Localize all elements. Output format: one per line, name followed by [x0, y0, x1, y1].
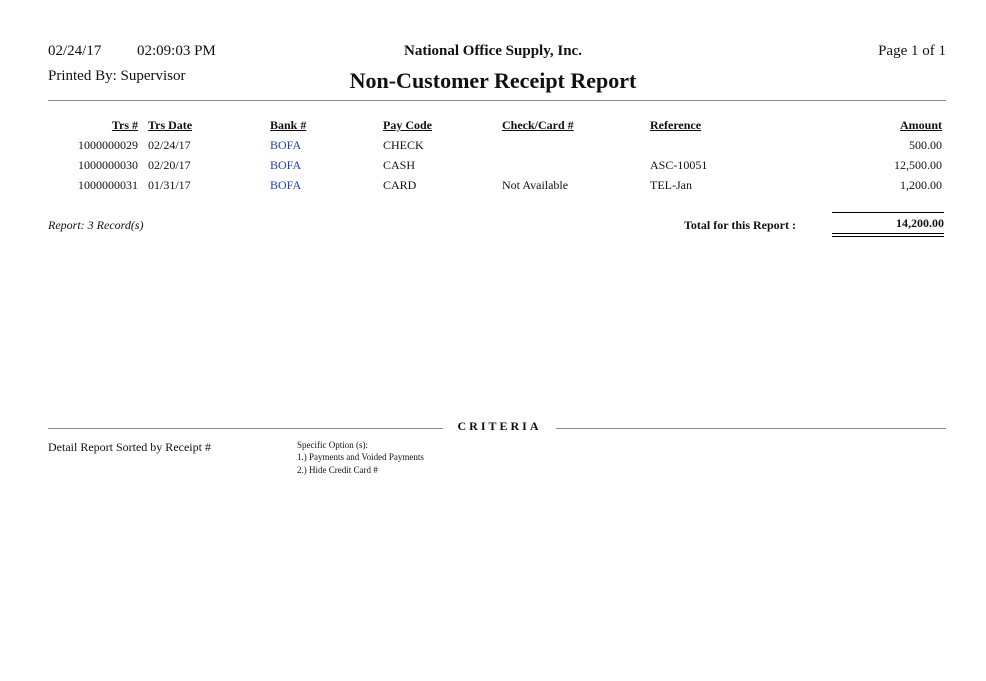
total-top-rule — [832, 212, 944, 213]
cell-bank-link[interactable]: BOFA — [270, 158, 302, 172]
printed-by: Printed By: Supervisor — [48, 68, 186, 84]
col-header-check-card: Check/Card # — [502, 118, 574, 132]
print-time: 02:09:03 PM — [137, 43, 216, 59]
cell-bank-link[interactable]: BOFA — [270, 138, 302, 152]
criteria-title: CRITERIA — [457, 419, 542, 433]
cell-trs: 1000000031 — [78, 178, 138, 192]
col-header-trs-date: Trs Date — [148, 118, 193, 132]
criteria-divider-left — [48, 428, 443, 429]
criteria-divider-right — [556, 428, 946, 429]
record-count: Report: 3 Record(s) — [48, 218, 144, 232]
cell-amount: 500.00 — [909, 138, 942, 152]
total-double-rule — [832, 233, 944, 234]
cell-reference: ASC-10051 — [650, 158, 708, 172]
header-divider — [48, 100, 946, 101]
total-label: Total for this Report : — [684, 218, 796, 232]
page-indicator: Page 1 of 1 — [878, 43, 946, 59]
col-header-trs: Trs # — [111, 118, 138, 132]
cell-trs-date: 02/20/17 — [148, 158, 191, 172]
cell-pay-code: CHECK — [383, 138, 424, 152]
cell-pay-code: CASH — [383, 158, 416, 172]
cell-bank-link[interactable]: BOFA — [270, 178, 302, 192]
criteria-sort: Detail Report Sorted by Receipt # — [48, 440, 211, 454]
cell-trs: 1000000029 — [78, 138, 138, 152]
cell-trs-date: 01/31/17 — [148, 178, 191, 192]
col-header-bank: Bank # — [270, 118, 307, 132]
cell-amount: 12,500.00 — [894, 158, 942, 172]
total-double-rule — [832, 236, 944, 237]
cell-reference: TEL-Jan — [650, 178, 692, 192]
cell-pay-code: CARD — [383, 178, 417, 192]
cell-trs-date: 02/24/17 — [148, 138, 191, 152]
total-value: 14,200.00 — [896, 216, 944, 230]
col-header-pay-code: Pay Code — [383, 118, 432, 132]
criteria-option-1: 1.) Payments and Voided Payments — [297, 452, 424, 462]
col-header-amount: Amount — [899, 118, 942, 132]
criteria-options-title: Specific Option (s): — [297, 440, 368, 450]
company-name: National Office Supply, Inc. — [404, 43, 582, 59]
criteria-option-2: 2.) Hide Credit Card # — [297, 465, 378, 475]
report-title: Non-Customer Receipt Report — [349, 68, 637, 93]
print-date: 02/24/17 — [48, 43, 102, 59]
col-header-reference: Reference — [650, 118, 702, 132]
cell-amount: 1,200.00 — [900, 178, 942, 192]
cell-trs: 1000000030 — [78, 158, 138, 172]
cell-check-card: Not Available — [502, 178, 569, 192]
